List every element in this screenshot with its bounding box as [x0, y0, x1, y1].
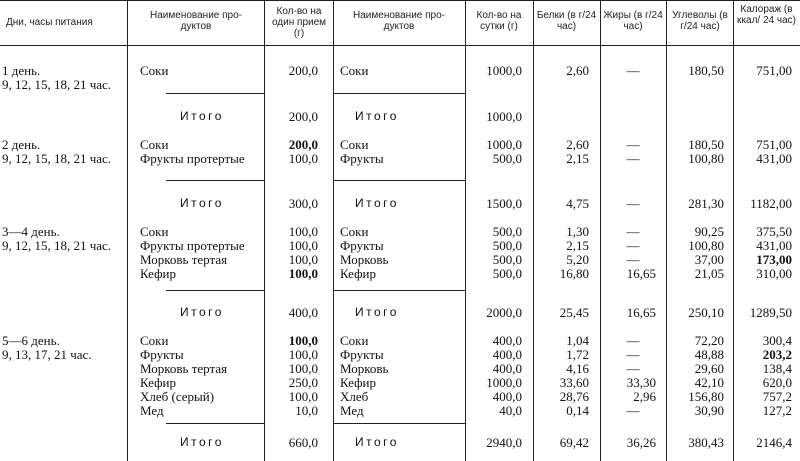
fat-value: 33,30	[626, 375, 656, 390]
product-per-day: Соки	[340, 63, 369, 78]
day-hours: 9, 12, 15, 18, 21 час.	[2, 238, 112, 253]
qty-per-meal: 100,0	[288, 151, 318, 166]
calories-value: 751,00	[756, 137, 792, 152]
calories-value: 310,00	[756, 266, 792, 281]
fat-value: —	[626, 333, 640, 348]
qty-per-day: 500,0	[492, 238, 522, 253]
total-calories: 1182,00	[750, 196, 792, 211]
product-per-meal: Фрукты протертые	[140, 238, 245, 253]
product-per-meal: Хлеб (серый)	[140, 389, 215, 404]
fat-value: 2,96	[633, 389, 656, 404]
product-per-meal: Фрукты протертые	[140, 151, 245, 166]
fat-value: —	[626, 403, 640, 418]
product-per-day: Морковь	[340, 252, 389, 267]
qty-per-day: 500,0	[492, 151, 522, 166]
protein-value: 1,04	[566, 333, 589, 348]
carbs-value: 180,50	[688, 63, 724, 78]
fat-value: —	[626, 137, 640, 152]
qty-per-meal: 100,0	[288, 347, 318, 362]
product-per-meal: Мед	[140, 403, 164, 418]
total-label: Итого	[355, 109, 399, 123]
total-qty-per-day: 1000,0	[486, 109, 522, 124]
carbs-value: 180,50	[688, 137, 724, 152]
protein-value: 2,60	[566, 63, 589, 78]
total-rule	[166, 423, 264, 424]
qty-per-meal: 200,0	[288, 137, 318, 152]
day-label: 2 день.	[2, 137, 41, 152]
total-qty-per-day: 2000,0	[486, 305, 522, 320]
fat-value: —	[626, 151, 640, 166]
header-product-per-day: Наименование про-дуктов	[353, 10, 445, 32]
product-per-meal: Кефир	[140, 266, 176, 281]
day-label: 3—4 день.	[2, 224, 60, 239]
total-qty-per-meal: 400,0	[288, 305, 318, 320]
calories-value: 757,2	[762, 389, 792, 404]
total-carbs: 250,10	[688, 305, 724, 320]
total-rule	[333, 423, 465, 424]
total-rule	[333, 180, 465, 181]
carbs-value: 100,80	[688, 151, 724, 166]
protein-value: 4,16	[566, 361, 589, 376]
carbs-value: 72,20	[694, 333, 724, 348]
qty-per-meal: 200,0	[288, 63, 318, 78]
day-hours: 9, 12, 15, 18, 21 час.	[2, 151, 112, 166]
header-qty-per-meal: Кол-во на один прием (г)	[271, 6, 327, 39]
calories-value: 431,00	[756, 151, 792, 166]
total-qty-per-meal: 660,0	[288, 435, 318, 450]
calories-value: 431,00	[756, 238, 792, 253]
total-label: Итого	[180, 435, 224, 449]
qty-per-day: 40,0	[499, 403, 522, 418]
qty-per-meal: 100,0	[288, 361, 318, 376]
total-calories: 2146,4	[756, 435, 792, 450]
calories-value: 620,0	[762, 375, 792, 390]
day-label: 1 день.	[2, 63, 41, 78]
qty-per-day: 400,0	[492, 347, 522, 362]
protein-value: 1,72	[566, 347, 589, 362]
total-calories: 1289,50	[749, 305, 792, 320]
carbs-value: 30,90	[694, 403, 724, 418]
carbs-value: 29,60	[694, 361, 724, 376]
protein-value: 5,20	[566, 252, 589, 267]
carbs-value: 21,05	[694, 266, 724, 281]
product-per-meal: Морковь тертая	[140, 252, 228, 267]
qty-per-day: 500,0	[492, 266, 522, 281]
day-hours: 9, 12, 15, 18, 21 час.	[2, 77, 112, 92]
carbs-value: 37,00	[694, 252, 724, 267]
qty-per-meal: 100,0	[288, 224, 318, 239]
protein-value: 2,60	[566, 137, 589, 152]
qty-per-meal: 100,0	[288, 252, 318, 267]
col-divider	[333, 0, 334, 461]
qty-per-day: 1000,0	[486, 137, 522, 152]
fat-value: —	[626, 63, 640, 78]
fat-value: —	[626, 224, 640, 239]
carbs-value: 90,25	[694, 224, 724, 239]
day-hours: 9, 13, 17, 21 час.	[2, 347, 92, 362]
fat-value: 16,65	[626, 266, 656, 281]
qty-per-day: 400,0	[492, 333, 522, 348]
total-rule	[166, 93, 264, 94]
protein-value: 2,15	[566, 238, 589, 253]
total-fat: 36,26	[626, 435, 656, 450]
calories-value: 127,2	[762, 403, 792, 418]
carbs-value: 42,10	[694, 375, 724, 390]
qty-per-day: 1000,0	[486, 375, 522, 390]
product-per-day: Соки	[340, 333, 369, 348]
product-per-day: Соки	[340, 137, 369, 152]
total-label: Итого	[355, 435, 399, 449]
total-carbs: 380,43	[688, 435, 724, 450]
total-rule	[166, 290, 264, 291]
calories-value: 138,4	[762, 361, 792, 376]
total-qty-per-meal: 200,0	[288, 109, 318, 124]
product-per-meal: Соки	[140, 224, 169, 239]
total-qty-per-day: 1500,0	[486, 196, 522, 211]
product-per-meal: Соки	[140, 333, 169, 348]
total-carbs: 281,30	[688, 196, 724, 211]
calories-value: 751,00	[756, 63, 792, 78]
total-label: Итого	[355, 305, 399, 319]
protein-value: 16,80	[559, 266, 589, 281]
total-protein: 25,45	[559, 305, 589, 320]
product-per-meal: Соки	[140, 63, 169, 78]
protein-value: 28,76	[559, 389, 589, 404]
protein-value: 0,14	[566, 403, 589, 418]
top-border	[0, 0, 800, 1]
qty-per-meal: 10,0	[295, 403, 318, 418]
calories-value: 203,2	[762, 347, 792, 362]
total-rule	[333, 93, 465, 94]
header-protein: Белки (в г/24 час)	[536, 10, 597, 32]
fat-value: —	[626, 361, 640, 376]
fat-value: —	[626, 238, 640, 253]
product-per-day: Фрукты	[340, 238, 384, 253]
calories-value: 375,50	[756, 224, 792, 239]
qty-per-day: 400,0	[492, 389, 522, 404]
qty-per-day: 500,0	[492, 252, 522, 267]
qty-per-meal: 100,0	[288, 333, 318, 348]
carbs-value: 156,80	[688, 389, 724, 404]
total-label: Итого	[180, 196, 224, 210]
product-per-meal: Фрукты	[140, 347, 184, 362]
product-per-day: Мед	[340, 403, 364, 418]
calories-value: 300,4	[762, 333, 792, 348]
product-per-meal: Соки	[140, 137, 169, 152]
carbs-value: 100,80	[688, 238, 724, 253]
carbs-value: 48,88	[694, 347, 724, 362]
qty-per-meal: 100,0	[288, 266, 318, 281]
total-qty-per-day: 2940,0	[486, 435, 522, 450]
qty-per-day: 500,0	[492, 224, 522, 239]
total-rule	[166, 180, 264, 181]
product-per-meal: Кефир	[140, 375, 176, 390]
product-per-day: Морковь	[340, 361, 389, 376]
total-rule	[333, 290, 465, 291]
header-qty-per-day: Кол-во на сутки (г)	[476, 10, 522, 32]
protein-value: 33,60	[559, 375, 589, 390]
product-per-day: Соки	[340, 224, 369, 239]
fat-value: —	[626, 347, 640, 362]
product-per-day: Кефир	[340, 266, 376, 281]
total-label: Итого	[180, 305, 224, 319]
total-protein: 4,75	[566, 196, 589, 211]
total-protein: 69,42	[559, 435, 589, 450]
product-per-day: Хлеб	[340, 389, 369, 404]
header-carbs: Углеволы (в г/24 час)	[672, 10, 728, 32]
total-fat: —	[626, 196, 640, 211]
col-divider	[127, 0, 128, 461]
header-rule	[0, 45, 800, 46]
protein-value: 2,15	[566, 151, 589, 166]
qty-per-meal: 100,0	[288, 238, 318, 253]
qty-per-day: 400,0	[492, 361, 522, 376]
protein-value: 1,30	[566, 224, 589, 239]
day-label: 5—6 день.	[2, 333, 60, 348]
qty-per-meal: 100,0	[288, 389, 318, 404]
qty-per-day: 1000,0	[486, 63, 522, 78]
header-fat: Жиры (в г/24 час)	[603, 10, 663, 32]
calories-value: 173,00	[756, 252, 792, 267]
total-fat: 16,65	[626, 305, 656, 320]
total-label: Итого	[180, 109, 224, 123]
qty-per-meal: 250,0	[288, 375, 318, 390]
total-qty-per-meal: 300,0	[288, 196, 318, 211]
fat-value: —	[626, 252, 640, 267]
header-day: Дни, часы питания	[6, 17, 93, 28]
product-per-day: Фрукты	[340, 347, 384, 362]
product-per-meal: Морковь тертая	[140, 361, 228, 376]
product-per-day: Фрукты	[340, 151, 384, 166]
header-calories: Калораж (в ккал/ 24 час)	[737, 4, 796, 26]
header-product-per-meal: Наименование про-дуктов	[150, 10, 242, 32]
product-per-day: Кефир	[340, 375, 376, 390]
total-label: Итого	[355, 196, 399, 210]
